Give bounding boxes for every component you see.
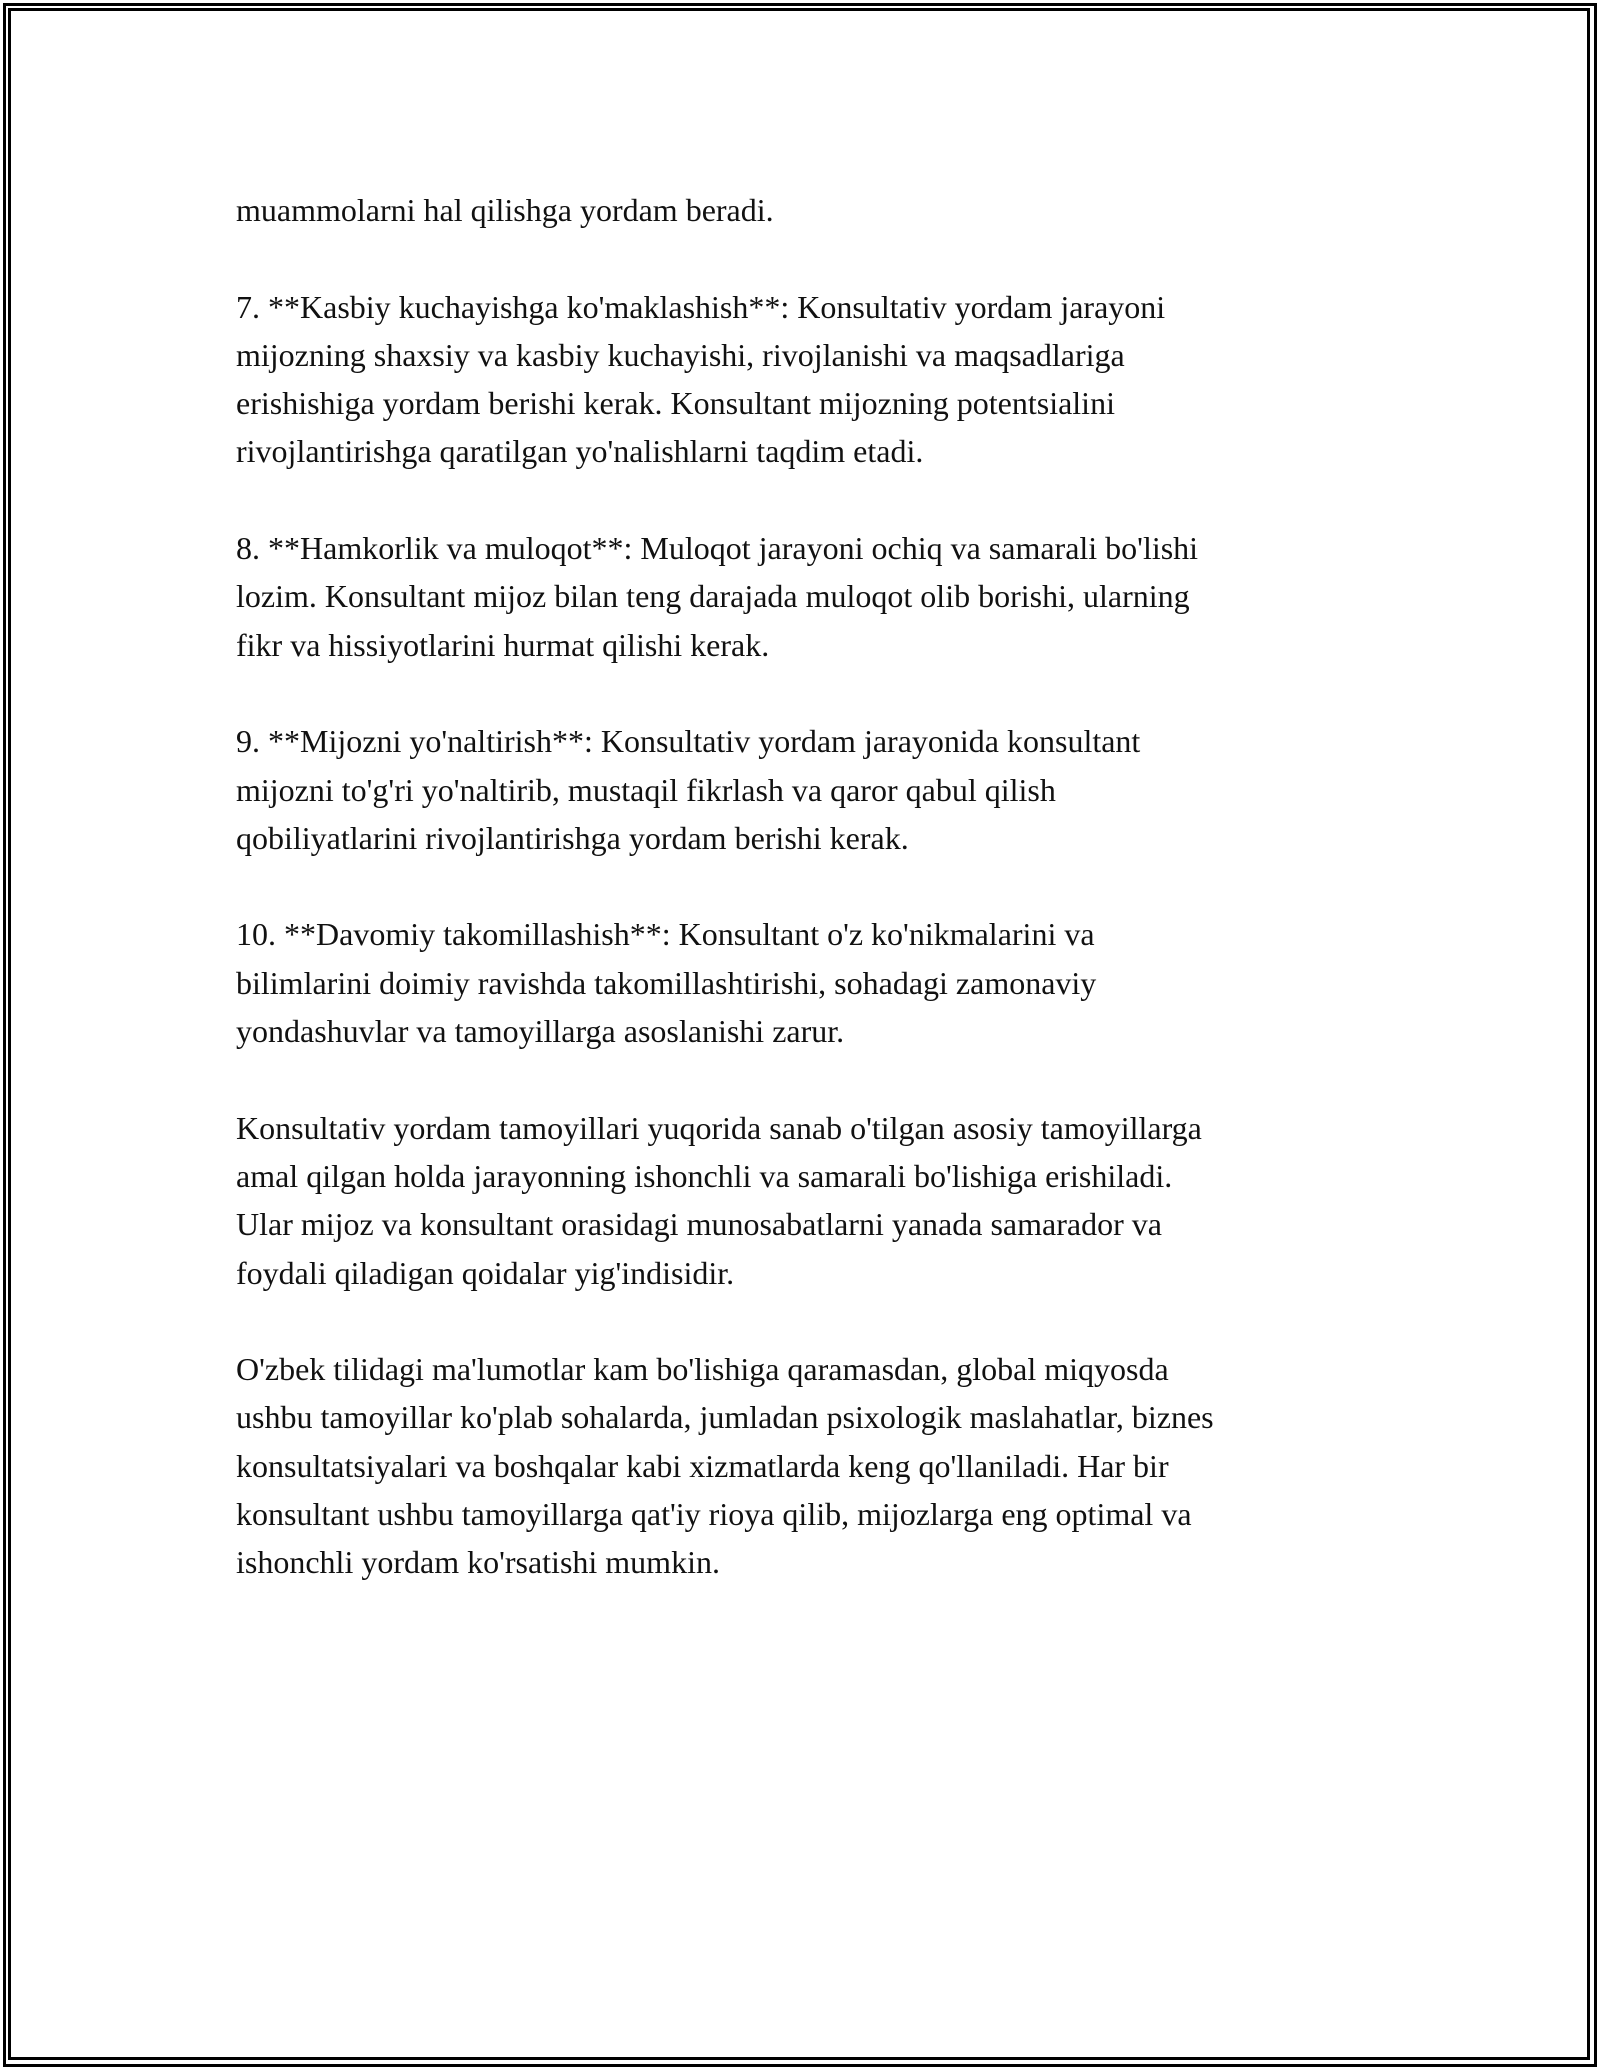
paragraph-continuation: muammolarni hal qilishga yordam beradi. [236, 192, 774, 228]
paragraph-item-8: 8. **Hamkorlik va muloqot**: Muloqot jarayoni ochiq va samarali bo'lishi lozim. Konsultant mijoz bilan teng darajada muloqot olib borishi, ularning fikr va hissiyotlarini hurmat qilishi kerak. [236, 530, 1199, 663]
paragraph-item-7: 7. **Kasbiy kuchayishga ko'maklashish**: Konsultativ yordam jarayoni mijozning shaxsiy va kasbiy kuchayishi, rivojlanishi va maqsadlariga erishishiga yordam berishi kerak. Konsultant mijozning potentsialini rivojlantirishga qaratilgan yo'nalishlarni taqdim etadi. [236, 288, 1166, 470]
paragraph-conclusion: O'zbek tilidagi ma'lumotlar kam bo'lishiga qaramasdan, global miqyosda ushbu tamoyillar ko'plab sohalarda, jumladan psixologik maslahatlar, biznes konsultatsiyalari va boshqalar kabi xizmatlarda keng qo'llaniladi. Har bir konsultant ushbu tamoyillarga qat'iy rioya qilib, mijozlarga eng optimal va ishonchli yordam ko'rsatishi mumkin. [236, 1351, 1214, 1581]
paragraph-item-9: 9. **Mijozni yo'naltirish**: Konsultativ yordam jarayonida konsultant mijozni to'g'ri yo'naltirib, mustaqil fikrlash va qaror qabul qilish qobiliyatlarini rivojlantirishga yordam berishi kerak. [236, 723, 1141, 856]
paragraph-item-10: 10. **Davomiy takomillashish**: Konsultant o'z ko'nikmalarini va bilimlarini doimiy ravishda takomillashtirishi, sohadagi zamonaviy yondashuvlar va tamoyillarga asoslanishi zarur. [236, 916, 1097, 1050]
paragraph-summary: Konsultativ yordam tamoyillari yuqorida sanab o'tilgan asosiy tamoyillarga amal qilgan holda jarayonning ishonchli va samarali bo'lishiga erishiladi. Ular mijoz va konsultant orasidagi munosabatlarni yanada samarador va foydali qiladigan qoidalar yig'indisidir. [236, 1109, 1202, 1291]
document-body [236, 186, 1376, 1587]
